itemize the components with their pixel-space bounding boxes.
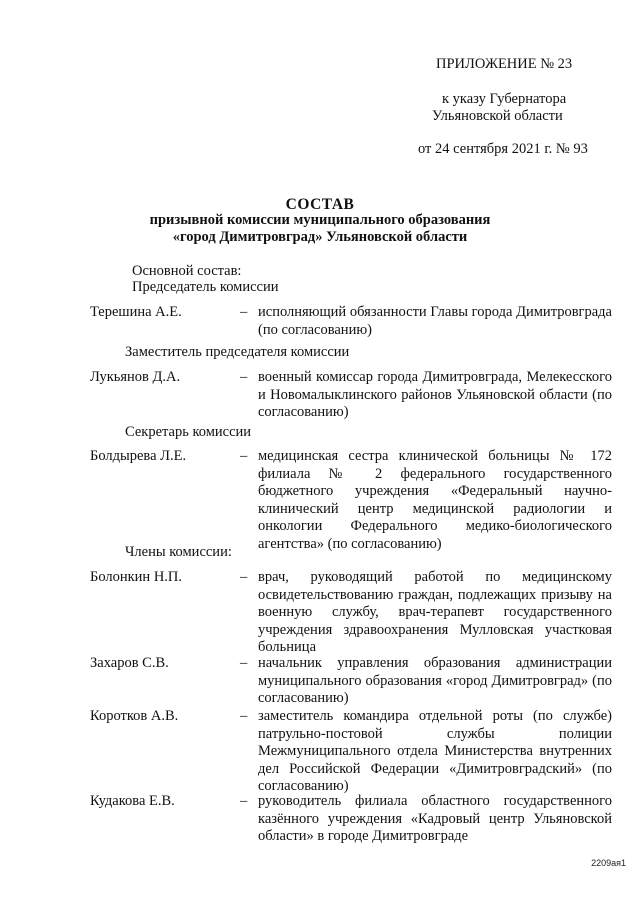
decree-reference-line2: Ульяновской области xyxy=(432,108,563,124)
member-position: руководитель филиала областного государственного казённого учреждения «Кадровый центр Ульяновской области» в городе Димитровграде xyxy=(258,793,612,844)
member-name: Кудакова Е.В. xyxy=(90,793,175,809)
member-position: начальник управления образования администрации муниципального образования «город Димитровград» (по согласованию) xyxy=(258,655,612,706)
member-position: заместитель командира отдельной роты (по службе) патрульно-постовой службы полиции Межмуниципального отдела Министерства внутренних дел Российской Федерации «Димитровградский» (по согласованию) xyxy=(258,708,612,794)
dash-separator: – xyxy=(240,708,248,724)
secretary-heading: Секретарь комиссии xyxy=(125,424,252,440)
member-name: Коротков А.В. xyxy=(90,708,179,724)
dash-separator: – xyxy=(240,793,248,809)
dash-separator: – xyxy=(240,655,248,671)
member-name: Болонкин Н.П. xyxy=(90,569,183,585)
members-heading: Члены комиссии: xyxy=(125,544,232,560)
member-name: Болдырева Л.Е. xyxy=(90,448,187,464)
member-position: военный комиссар города Димитровграда, Мелекесского и Новомалыклинского районов Ульяновской области (по согласованию) xyxy=(258,369,612,420)
member-name: Терешина А.Е. xyxy=(90,304,182,320)
deputy-heading: Заместитель председателя комиссии xyxy=(125,344,350,360)
dash-separator: – xyxy=(240,569,248,585)
document-subtitle-line2: «город Димитровград» Ульяновской области xyxy=(172,229,468,245)
decree-date: от 24 сентября 2021 г. № 93 xyxy=(418,141,588,157)
document-code: 2209ая1 xyxy=(591,858,626,868)
member-position: исполняющий обязанности Главы города Димитровграда (по согласованию) xyxy=(258,304,612,338)
chairman-heading: Председатель комиссии xyxy=(132,279,279,295)
member-name: Захаров С.В. xyxy=(90,655,169,671)
main-composition-heading: Основной состав: xyxy=(132,263,242,279)
member-name: Лукьянов Д.А. xyxy=(90,369,181,385)
document-subtitle-line1: призывной комиссии муниципального образования xyxy=(149,212,491,228)
dash-separator: – xyxy=(240,304,248,320)
dash-separator: – xyxy=(240,448,248,464)
document-title: СОСТАВ xyxy=(285,196,355,213)
decree-reference-line1: к указу Губернатора xyxy=(442,91,567,107)
member-position: медицинская сестра клинической больницы № 172 филиала № 2 федерального государственного бюджетного учреждения «Федеральный научно-клинический центр медицинской радиологии и онкологии Федерального медико-биологического агентства» (по согласованию) xyxy=(258,448,612,552)
member-position: врач, руководящий работой по медицинскому освидетельствованию граждан, подлежащих призыву на военную службу, врач-терапевт государственного учреждения здравоохранения Мулловская участковая больница xyxy=(258,569,612,655)
dash-separator: – xyxy=(240,369,248,385)
appendix-number: ПРИЛОЖЕНИЕ № 23 xyxy=(436,56,573,72)
